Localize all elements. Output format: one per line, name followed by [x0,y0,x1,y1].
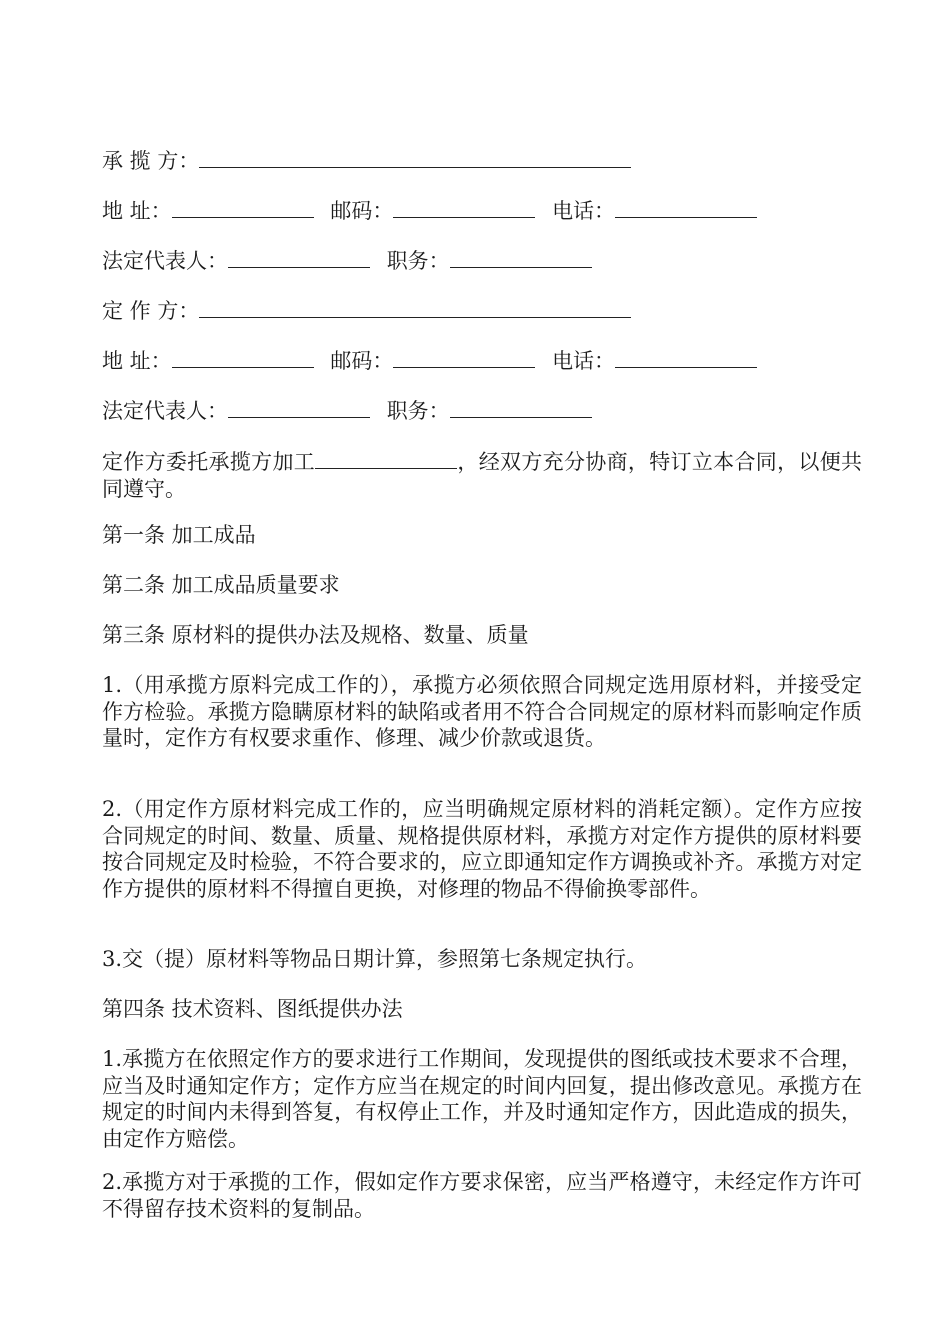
contractor-name-blank[interactable] [199,149,631,168]
client-name-blank[interactable] [199,299,631,318]
client-label: 定 作 方： [102,299,200,323]
contractor-address-label: 地 址： [102,199,172,223]
contractor-position-blank[interactable] [450,249,592,268]
client-position-blank[interactable] [450,399,592,418]
contractor-rep-row [102,248,592,274]
client-phone-blank[interactable] [615,349,757,368]
article-4-clause-1: 1.承揽方在依照定作方的要求进行工作期间，发现提供的图纸或技术要求不合理，应当及时通知定作方；定作方应当在规定的时间内回复，提出修改意见。承揽方在规定的时间内未得到答复，有权停止工作，并及时通知定作方，因此造成的损失，由定作方赔偿。 [102,1047,862,1151]
article-2-heading: 第二条 加工成品质量要求 [102,573,340,597]
client-postcode-blank[interactable] [393,349,535,368]
contractor-phone-blank[interactable] [615,199,757,218]
contractor-address-blank[interactable] [172,199,314,218]
client-address-blank[interactable] [172,349,314,368]
article-1-heading: 第一条 加工成品 [102,523,256,547]
contractor-phone-label: 电话： [552,199,616,223]
client-phone-label: 电话： [552,349,616,373]
contractor-postcode-blank[interactable] [393,199,535,218]
contractor-rep-label: 法定代表人： [102,249,228,273]
contractor-label: 承 揽 方： [102,149,200,173]
contractor-postcode-label: 邮码： [330,199,394,223]
client-position-label: 职务： [386,399,450,423]
intro-text-before: 定作方委托承揽方加工 [102,450,316,474]
client-name-row [102,298,631,324]
contractor-position-label: 职务： [386,249,450,273]
intro-paragraph [102,449,862,502]
client-address-label: 地 址： [102,349,172,373]
client-rep-blank[interactable] [228,399,370,418]
article-3-clause-1: 1.（用承揽方原料完成工作的），承揽方必须依照合同规定选用原材料，并接受定作方检验。承揽方隐瞒原材料的缺陷或者用不符合合同规定的原材料而影响定作质量时，定作方有权要求重作、修理、减少价款或退货。 [102,673,862,750]
contractor-name-row [102,148,631,174]
contractor-rep-blank[interactable] [228,249,370,268]
processing-item-blank[interactable] [315,450,457,469]
intro-text-after: ，经双方充分协商，特订立本合同，以便共同遵守。 [102,450,863,501]
article-4-heading: 第四条 技术资料、图纸提供办法 [102,997,403,1021]
article-3-clause-3: 3.交（提）原材料等物品日期计算，参照第七条规定执行。 [102,947,648,971]
article-3-clause-2: 2.（用定作方原材料完成工作的，应当明确规定原材料的消耗定额）。定作方应按合同规定的时间、数量、质量、规格提供原材料，承揽方对定作方提供的原材料要按合同规定及时检验，不符合要求的，应立即通知定作方调换或补齐。承揽方对定作方提供的原材料不得擅自更换，对修理的物品不得偷换零部件。 [102,797,862,901]
article-4-clause-2: 2.承揽方对于承揽的工作，假如定作方要求保密，应当严格遵守，未经定作方许可不得留存技术资料的复制品。 [102,1170,862,1221]
client-contact-row [102,348,757,374]
contractor-contact-row [102,198,757,224]
client-rep-label: 法定代表人： [102,399,228,423]
article-3-heading: 第三条 原材料的提供办法及规格、数量、质量 [102,623,529,647]
client-rep-row [102,398,592,424]
client-postcode-label: 邮码： [330,349,394,373]
